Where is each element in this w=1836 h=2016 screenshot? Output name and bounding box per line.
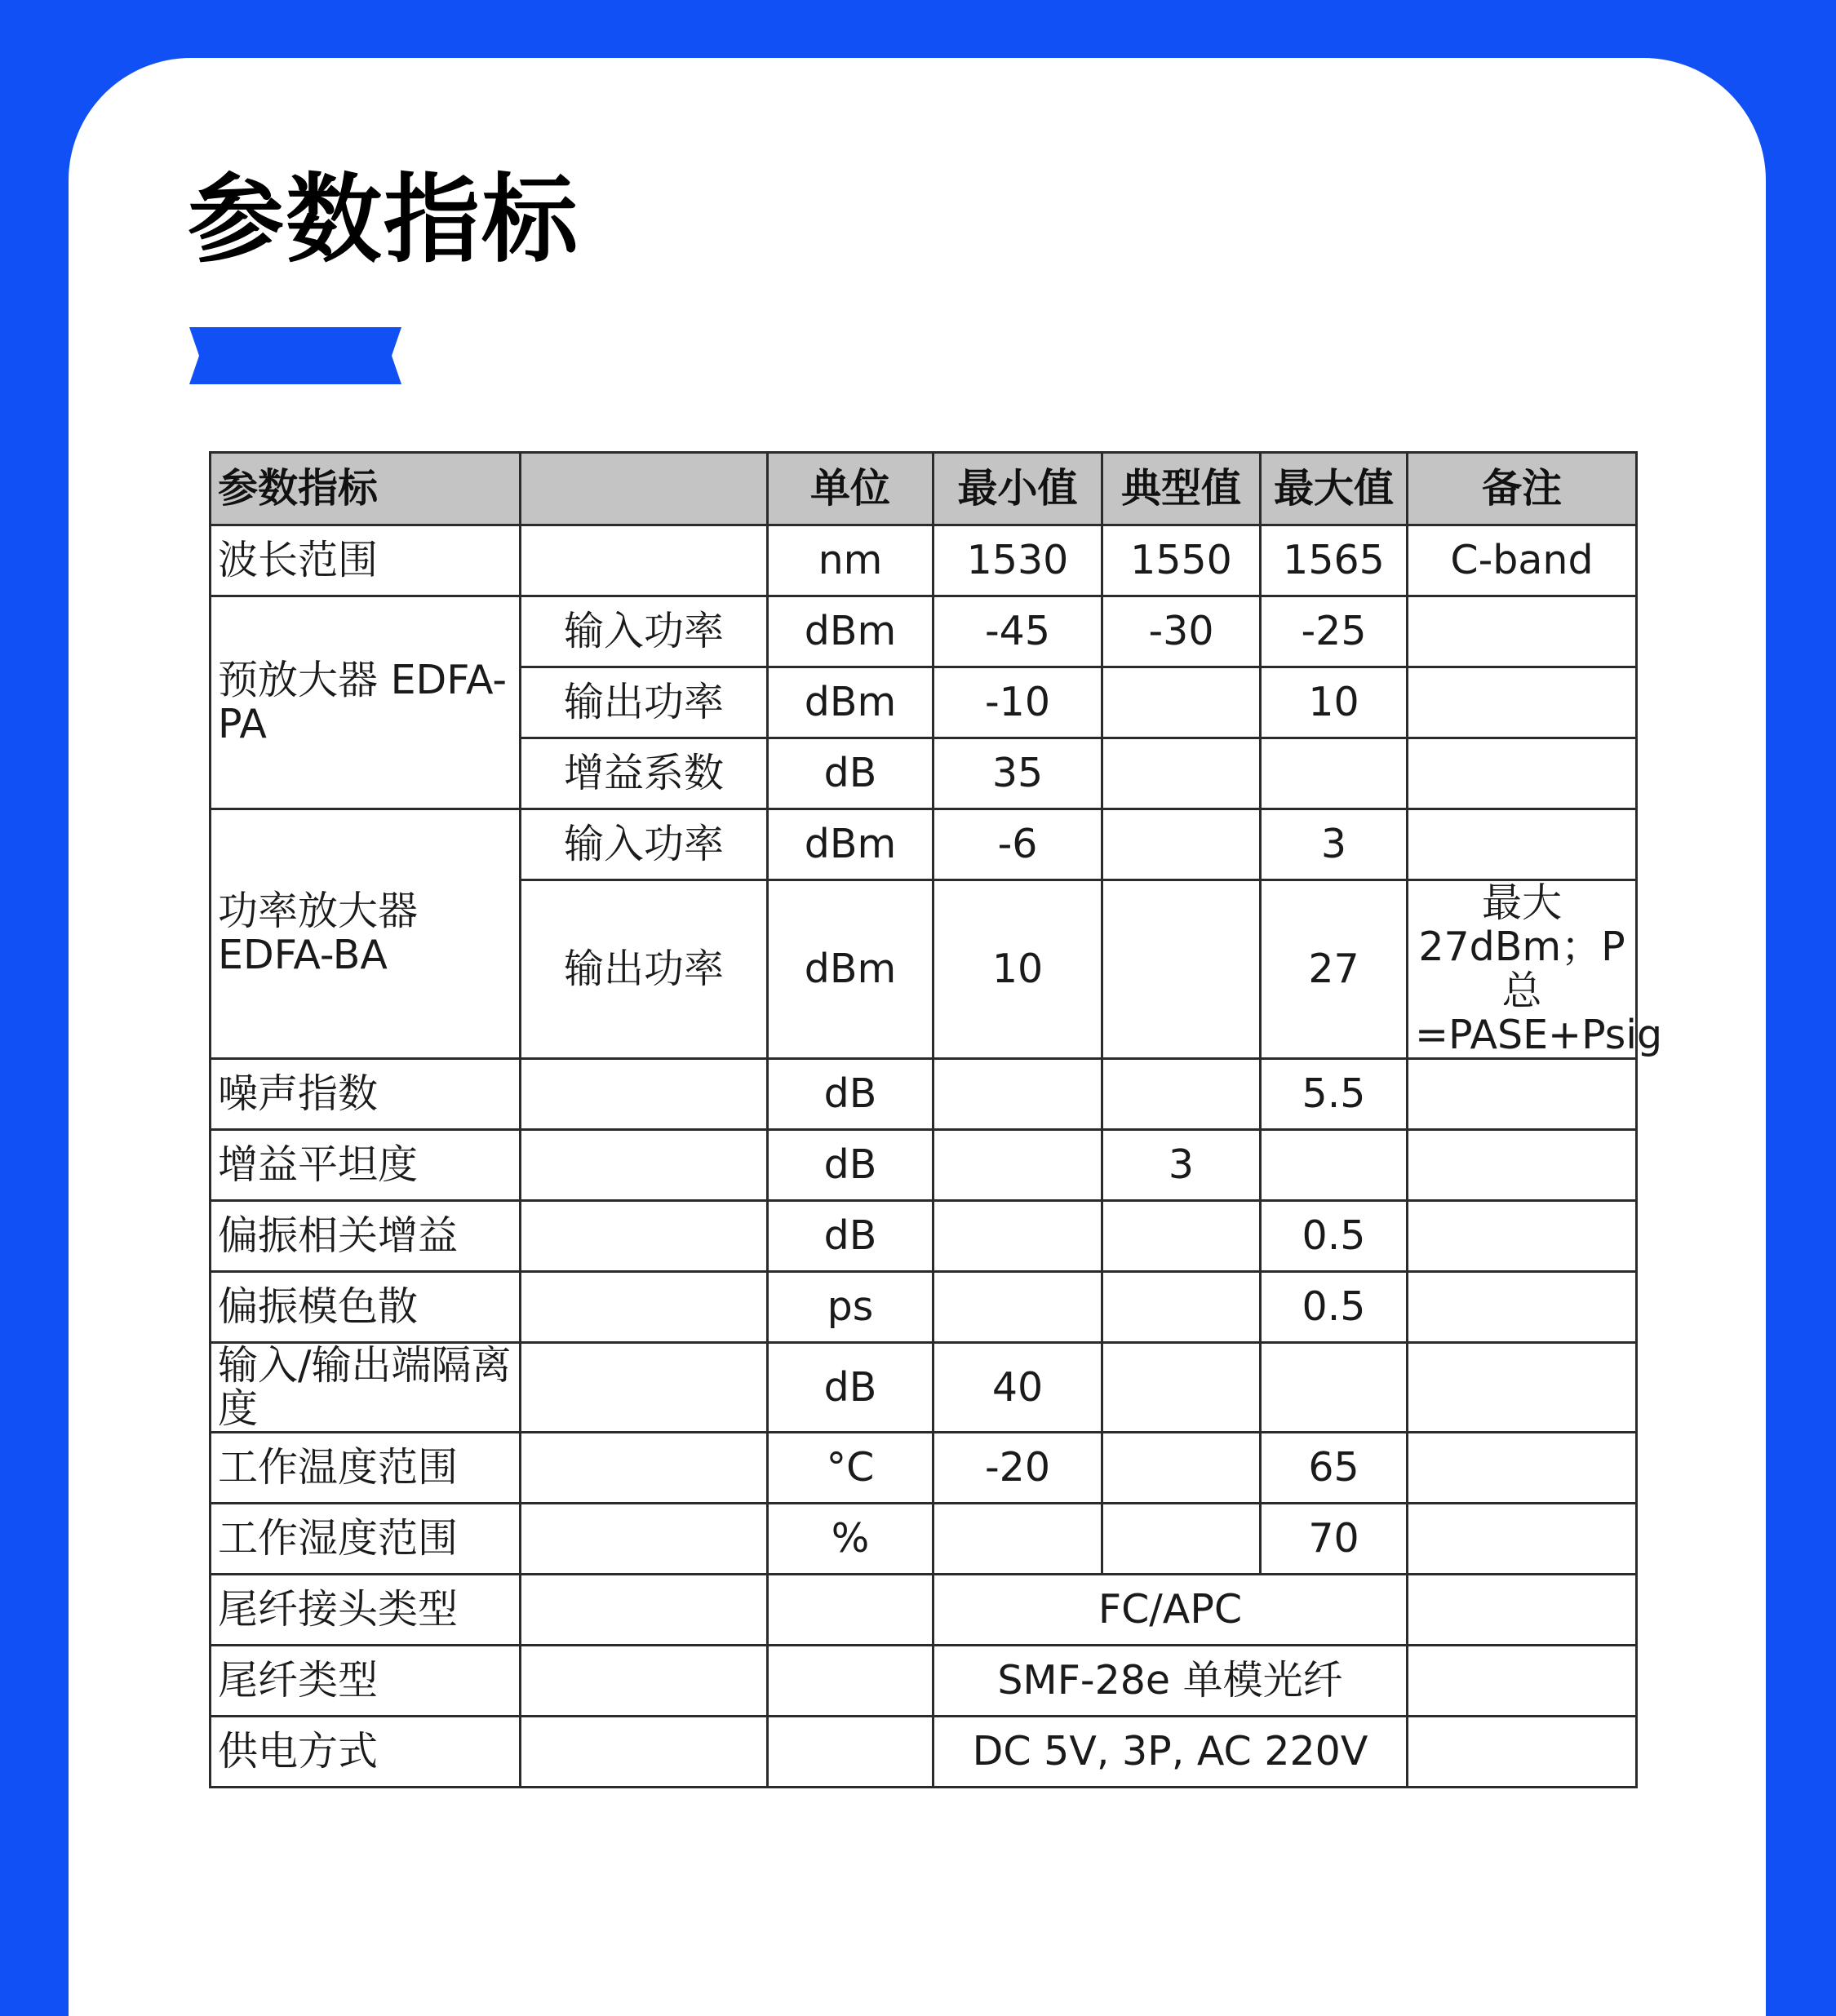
cell-max: -25	[1261, 596, 1408, 667]
cell-sub	[521, 1433, 768, 1504]
cell-name: 尾纤类型	[211, 1646, 521, 1717]
cell-sub	[521, 525, 768, 596]
cell-sub	[521, 1342, 768, 1433]
cell-sub: 增益系数	[521, 738, 768, 809]
cell-unit	[768, 1717, 934, 1788]
cell-unit: dB	[768, 1129, 934, 1200]
cell-sub	[521, 1575, 768, 1646]
cell-max: 3	[1261, 809, 1408, 880]
table-row-power-supply	[211, 1717, 1637, 1788]
cell-min: 10	[934, 880, 1102, 1059]
cell-name: 偏振模色散	[211, 1271, 521, 1342]
table-header-row	[211, 453, 1637, 525]
cell-typ: 3	[1102, 1129, 1261, 1200]
cell-typ	[1102, 1271, 1261, 1342]
cell-merged-value: SMF-28e 单模光纤	[934, 1646, 1408, 1717]
cell-unit: ps	[768, 1271, 934, 1342]
cell-min: 35	[934, 738, 1102, 809]
cell-typ	[1102, 1433, 1261, 1504]
cell-note: C-band	[1408, 525, 1637, 596]
cell-name: 工作温度范围	[211, 1433, 521, 1504]
header-max: 最大值	[1261, 453, 1408, 525]
cell-merged-value: DC 5V, 3P, AC 220V	[934, 1717, 1408, 1788]
cell-sub	[521, 1646, 768, 1717]
cell-note	[1408, 1342, 1637, 1433]
cell-unit: %	[768, 1504, 934, 1575]
cell-min	[934, 1129, 1102, 1200]
table-row-noise	[211, 1058, 1637, 1129]
table-row-fiber	[211, 1646, 1637, 1717]
cell-unit: °C	[768, 1433, 934, 1504]
cell-unit: dBm	[768, 809, 934, 880]
cell-max: 65	[1261, 1433, 1408, 1504]
table-row-pdg	[211, 1200, 1637, 1271]
cell-min: -45	[934, 596, 1102, 667]
page-title: 参数指标	[188, 163, 580, 276]
cell-note	[1408, 596, 1637, 667]
cell-max	[1261, 1342, 1408, 1433]
table-row-booster-input	[211, 809, 1637, 880]
cell-name: 偏振相关增益	[211, 1200, 521, 1271]
header-typ: 典型值	[1102, 453, 1261, 525]
cell-note	[1408, 1433, 1637, 1504]
cell-sub: 输出功率	[521, 667, 768, 738]
cell-name: 尾纤接头类型	[211, 1575, 521, 1646]
header-sub	[521, 453, 768, 525]
cell-max: 27	[1261, 880, 1408, 1059]
cell-unit: dB	[768, 738, 934, 809]
cell-sub	[521, 1271, 768, 1342]
cell-max: 0.5	[1261, 1271, 1408, 1342]
cell-sub: 输入功率	[521, 809, 768, 880]
cell-group-preamp: 预放大器 EDFA-PA	[211, 596, 521, 809]
cell-max	[1261, 738, 1408, 809]
cell-typ	[1102, 738, 1261, 809]
cell-name: 工作湿度范围	[211, 1504, 521, 1575]
cell-max: 10	[1261, 667, 1408, 738]
title-accent-ribbon	[189, 327, 401, 384]
cell-typ	[1102, 1342, 1261, 1433]
cell-note	[1408, 1129, 1637, 1200]
cell-merged-value: FC/APC	[934, 1575, 1408, 1646]
cell-name: 噪声指数	[211, 1058, 521, 1129]
cell-name: 增益平坦度	[211, 1129, 521, 1200]
table-row-preamp-input	[211, 596, 1637, 667]
cell-max	[1261, 1129, 1408, 1200]
cell-unit: dB	[768, 1200, 934, 1271]
cell-typ	[1102, 809, 1261, 880]
cell-min	[934, 1504, 1102, 1575]
cell-min: -20	[934, 1433, 1102, 1504]
cell-note	[1408, 1504, 1637, 1575]
table-row-op-temp	[211, 1433, 1637, 1504]
cell-note: 最大 27dBm；P 总=PASE+Psig	[1408, 880, 1637, 1059]
cell-typ	[1102, 1504, 1261, 1575]
header-note: 备注	[1408, 453, 1637, 525]
header-param: 参数指标	[211, 453, 521, 525]
cell-name: 供电方式	[211, 1717, 521, 1788]
cell-max: 0.5	[1261, 1200, 1408, 1271]
cell-min	[934, 1058, 1102, 1129]
cell-min	[934, 1200, 1102, 1271]
cell-max: 5.5	[1261, 1058, 1408, 1129]
cell-note	[1408, 1058, 1637, 1129]
cell-unit: dBm	[768, 880, 934, 1059]
cell-sub	[521, 1504, 768, 1575]
cell-note	[1408, 809, 1637, 880]
cell-sub	[521, 1200, 768, 1271]
table-row-connector	[211, 1575, 1637, 1646]
cell-unit: dBm	[768, 596, 934, 667]
cell-name: 波长范围	[211, 525, 521, 596]
cell-note	[1408, 667, 1637, 738]
cell-unit	[768, 1646, 934, 1717]
cell-unit: dBm	[768, 667, 934, 738]
table-row-pmd	[211, 1271, 1637, 1342]
cell-sub	[521, 1129, 768, 1200]
cell-typ: 1550	[1102, 525, 1261, 596]
spec-table	[209, 451, 1663, 1788]
cell-note	[1408, 1271, 1637, 1342]
header-min: 最小值	[934, 453, 1102, 525]
cell-min: -10	[934, 667, 1102, 738]
cell-min: 1530	[934, 525, 1102, 596]
cell-max: 1565	[1261, 525, 1408, 596]
cell-note	[1408, 1575, 1637, 1646]
cell-sub: 输入功率	[521, 596, 768, 667]
cell-group-booster: 功率放大器EDFA-BA	[211, 809, 521, 1059]
table-row-wavelength	[211, 525, 1637, 596]
cell-note	[1408, 738, 1637, 809]
cell-typ: -30	[1102, 596, 1261, 667]
cell-min: -6	[934, 809, 1102, 880]
cell-note	[1408, 1646, 1637, 1717]
table-row-isolation	[211, 1342, 1637, 1433]
cell-sub	[521, 1058, 768, 1129]
cell-max: 70	[1261, 1504, 1408, 1575]
cell-typ	[1102, 1200, 1261, 1271]
cell-min: 40	[934, 1342, 1102, 1433]
cell-unit: dB	[768, 1342, 934, 1433]
cell-sub: 输出功率	[521, 880, 768, 1059]
cell-sub	[521, 1717, 768, 1788]
cell-note	[1408, 1200, 1637, 1271]
cell-unit: nm	[768, 525, 934, 596]
cell-min	[934, 1271, 1102, 1342]
cell-note	[1408, 1717, 1637, 1788]
table-row-op-humidity	[211, 1504, 1637, 1575]
cell-typ	[1102, 1058, 1261, 1129]
cell-unit: dB	[768, 1058, 934, 1129]
cell-typ	[1102, 667, 1261, 738]
cell-unit	[768, 1575, 934, 1646]
table-row-flatness	[211, 1129, 1637, 1200]
cell-typ	[1102, 880, 1261, 1059]
cell-name: 输入/输出端隔离度	[211, 1342, 521, 1433]
header-unit: 单位	[768, 453, 934, 525]
